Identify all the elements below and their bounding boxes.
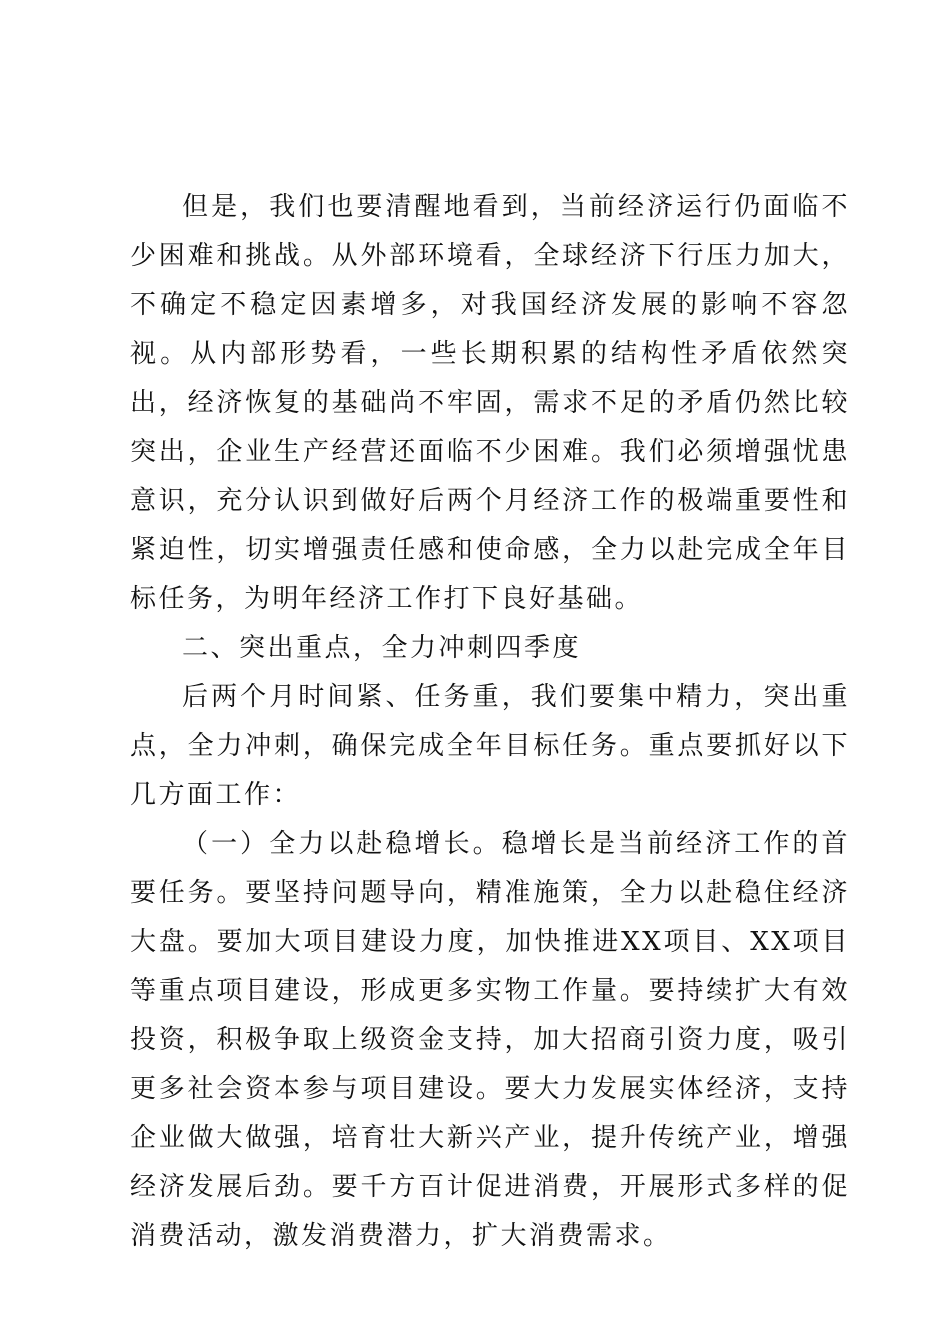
section-heading: 二、突出重点，全力冲刺四季度 [182, 633, 582, 663]
paragraph-focus-intro: 后两个月时间紧、任务重，我们要集中精力，突出重点，全力冲刺，确保完成全年目标任务。重点要抓好以下几方面工作： [130, 682, 850, 810]
paragraph-challenges: 但是，我们也要清醒地看到，当前经济运行仍面临不少困难和挑战。从外部环境看，全球经济下行压力加大，不确定不稳定因素增多，对我国经济发展的影响不容忽视。从内部形势看，一些长期积累的结构性矛盾依然突出，经济恢复的基础尚不牢固，需求不足的矛盾仍然比较突出，企业生产经营还面临不少困难。我们必须增强忧患意识，充分认识到做好后两个月经济工作的极端重要性和紧迫性，切实增强责任感和使命感，全力以赴完成全年目标任务，为明年经济工作打下良好基础。 [130, 192, 850, 614]
paragraph-stable-growth: （一）全力以赴稳增长。稳增长是当前经济工作的首要任务。要坚持问题导向，精准施策，全力以赴稳住经济大盘。要加大项目建设力度，加快推进XX项目、XX项目等重点项目建设，形成更多实物工作量。要持续扩大有效投资，积极争取上级资金支持，加大招商引资力度，吸引更多社会资本参与项目建设。要大力发展实体经济，支持企业做大做强，培育壮大新兴产业，提升传统产业，增强经济发展后劲。要千方百计促进消费，开展形式多样的促消费活动，激发消费潜力，扩大消费需求。 [130, 829, 850, 1251]
document-body [130, 183, 850, 1261]
